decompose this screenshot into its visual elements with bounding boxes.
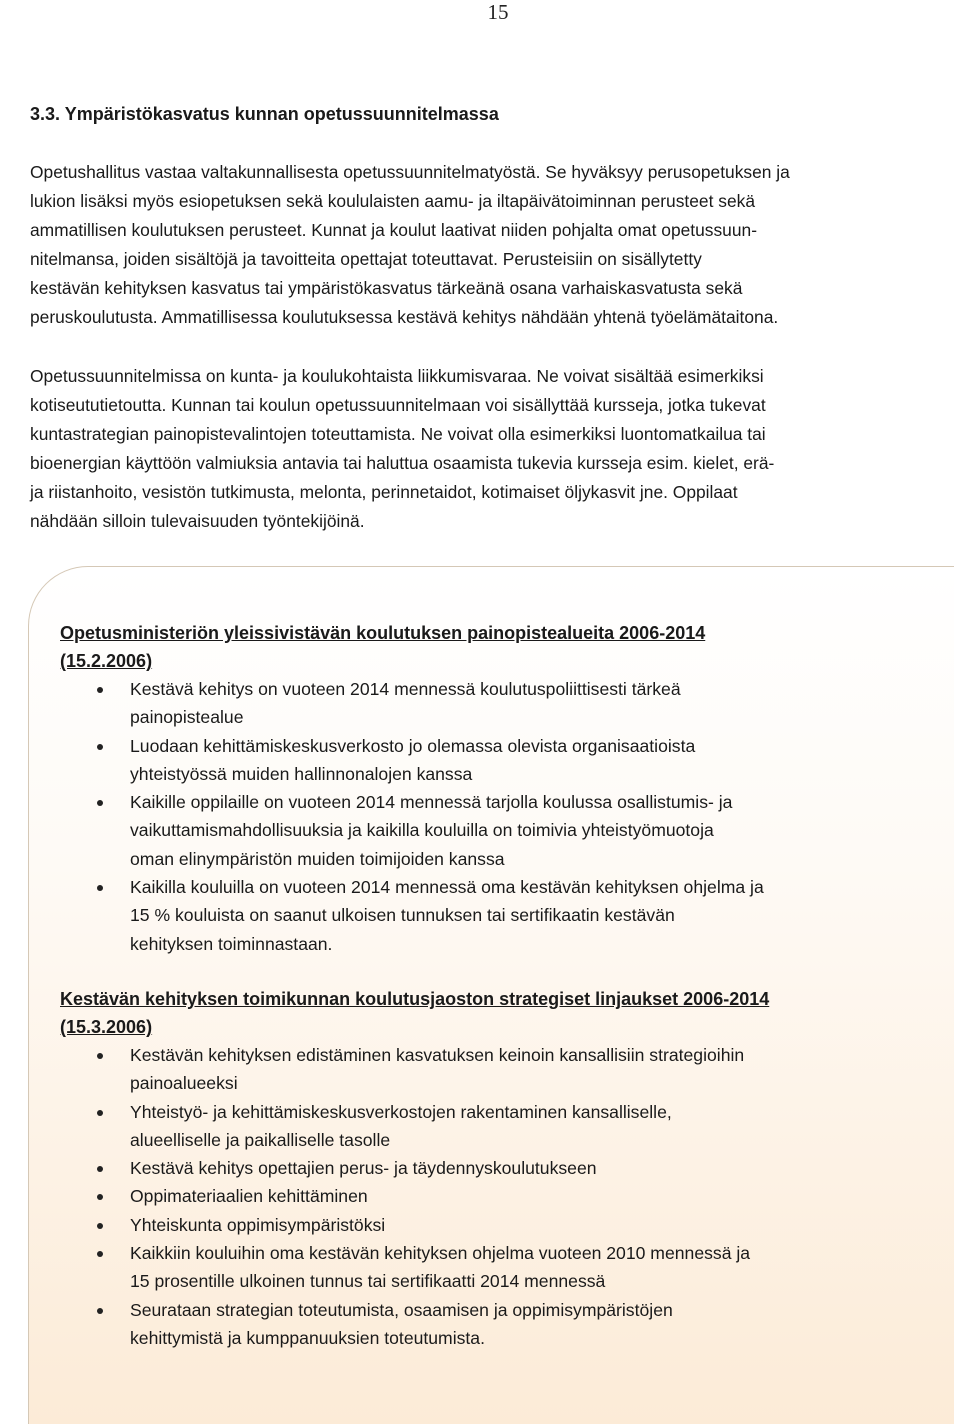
list-item-line: Kestävän kehityksen edistäminen kasvatuksen keinoin kansallisiin strategioihin: [130, 1045, 745, 1065]
list-item-line: Seurataan strategian toteutumista, osaamisen ja oppimisympäristöjen: [130, 1299, 673, 1320]
list-item: [60, 1296, 940, 1353]
bullet-icon: [97, 1223, 103, 1229]
list-item-line: Luodaan kehittämiskeskusverkosto jo olemassa olevista organisaatioista: [130, 735, 696, 756]
list-item-line: alueelliselle ja paikalliselle tasolle: [130, 1129, 391, 1150]
callout-box: [28, 566, 954, 1424]
list-item-line: 15 prosentille ulkoinen tunnus tai sertifikaatti 2014 mennessä: [130, 1271, 606, 1292]
list-item: [60, 675, 940, 732]
list-item: [60, 1239, 940, 1296]
paragraph-line: ammatillisen koulutuksen perusteet. Kunnat ja koulut laativat niiden pohjalta omat opetussuun-: [30, 220, 757, 240]
paragraph-line: ja riistanhoito, vesistön tutkimusta, melonta, perinnetaidot, kotimaiset öljykasvit jne. Oppilaat: [30, 482, 738, 502]
list-item-line: Kaikilla kouluilla on vuoteen 2014 mennessä oma kestävän kehityksen ohjelma ja: [130, 877, 764, 898]
bullet-icon: [97, 1308, 103, 1314]
list-item: [60, 732, 940, 789]
bullet-list: [60, 675, 940, 958]
bullet-icon: [97, 1166, 103, 1172]
list-item-line: Kestävä kehitys opettajien perus- ja täydennyskoulutukseen: [130, 1158, 597, 1179]
bullet-icon: [97, 1110, 103, 1116]
bullet-icon: [97, 744, 103, 750]
bullet-icon: [97, 1194, 103, 1200]
paragraph-local-flexibility: [30, 362, 950, 536]
list-item-line: kehityksen toiminnastaan.: [130, 933, 333, 954]
title-line: (15.3.2006): [60, 1017, 153, 1037]
list-item-line: painopistealue: [130, 707, 244, 728]
section-heading: 3.3. Ympäristökasvatus kunnan opetussuunnitelmassa: [30, 104, 499, 124]
list-item-line: Yhteistyö- ja kehittämiskeskusverkostojen rakentaminen kansalliselle,: [130, 1101, 672, 1122]
paragraph-line: nähdään silloin tulevaisuuden työntekijöinä.: [30, 511, 365, 531]
paragraph-line: lukion lisäksi myös esiopetuksen sekä koululaisten aamu- ja iltapäivätoiminnan perusteet sekä: [30, 191, 755, 211]
bullet-icon: [97, 687, 103, 693]
list-item: [60, 1098, 940, 1155]
bullet-icon: [97, 885, 103, 891]
bullet-list: [60, 1041, 940, 1352]
paragraph-line: kestävän kehityksen kasvatus tai ympäristökasvatus tärkeänä osana varhaiskasvatusta sekä: [30, 278, 743, 298]
list-item: [60, 1182, 940, 1210]
list-item-line: vaikuttamismahdollisuuksia ja kaikilla kouluilla on toimivia yhteistyömuotoja: [130, 820, 714, 841]
title-line: Kestävän kehityksen toimikunnan koulutusjaoston strategiset linjaukset 2006-2014: [60, 989, 770, 1009]
list-item-line: Kaikille oppilaille on vuoteen 2014 mennessä tarjolla koulussa osallistumis- ja: [130, 792, 733, 813]
list-item-line: yhteistyössä muiden hallinnonalojen kanssa: [130, 763, 473, 784]
paragraph-line: Opetushallitus vastaa valtakunnallisesta opetussuunnitelmatyöstä. Se hyväksyy perusopetuksen ja: [30, 162, 790, 182]
list-item: [60, 1041, 940, 1098]
paragraph-line: Opetussuunnitelmissa on kunta- ja koulukohtaista liikkumisvaraa. Ne voivat sisältää esimerkiksi: [30, 366, 764, 386]
bullet-icon: [97, 1251, 103, 1257]
paragraph-line: peruskoulutusta. Ammatillisessa koulutuksessa kestävä kehitys nähdään yhtenä työelämätaitona.: [30, 307, 779, 327]
list-item: [60, 788, 940, 873]
list-item-line: Kaikkiin kouluihin oma kestävän kehityksen ohjelma vuoteen 2010 mennessä ja: [130, 1243, 751, 1264]
list-item: [60, 873, 940, 958]
paragraph-curriculum-overview: [30, 158, 950, 332]
list-item-line: Kestävä kehitys on vuoteen 2014 mennessä koulutuspoliittisesti tärkeä: [130, 679, 681, 699]
box-section-title: [60, 985, 940, 1041]
list-item: [60, 1154, 940, 1182]
list-item-line: Oppimateriaalien kehittäminen: [130, 1186, 368, 1207]
title-line: Opetusministeriön yleissivistävän koulutuksen painopistealueita 2006-2014: [60, 623, 706, 643]
paragraph-line: bioenergian käyttöön valmiuksia antavia tai haluttua osaamista tukevia kursseja esim. kielet, erä-: [30, 453, 775, 473]
box-section-ministry-priorities: [60, 619, 940, 958]
list-item: [60, 1211, 940, 1239]
list-item-line: 15 % kouluista on saanut ulkoisen tunnuksen tai sertifikaatin kestävän: [130, 905, 675, 926]
paragraph-line: kuntastrategian painopistevalintojen toteuttamista. Ne voivat olla esimerkiksi luontomatkailua tai: [30, 424, 766, 444]
list-item-line: painoalueeksi: [130, 1073, 238, 1094]
list-item-line: oman elinympäristön muiden toimijoiden kanssa: [130, 848, 505, 869]
bullet-icon: [97, 800, 103, 806]
list-item-line: kehittymistä ja kumppanuuksien toteutumista.: [130, 1327, 485, 1348]
box-section-strategic-guidelines: [60, 985, 940, 1352]
paragraph-line: kotiseututietoutta. Kunnan tai koulun opetussuunnitelmaan voi sisällyttää kursseja, jotka tukevat: [30, 395, 766, 415]
page-number: 15: [487, 0, 509, 24]
box-section-title: [60, 619, 940, 675]
list-item-line: Yhteiskunta oppimisympäristöksi: [130, 1214, 386, 1235]
bullet-icon: [97, 1053, 103, 1059]
title-line: (15.2.2006): [60, 651, 153, 671]
paragraph-line: nitelmansa, joiden sisältöjä ja tavoitteita opettajat toteuttavat. Perusteisiin on sisällytetty: [30, 249, 702, 269]
